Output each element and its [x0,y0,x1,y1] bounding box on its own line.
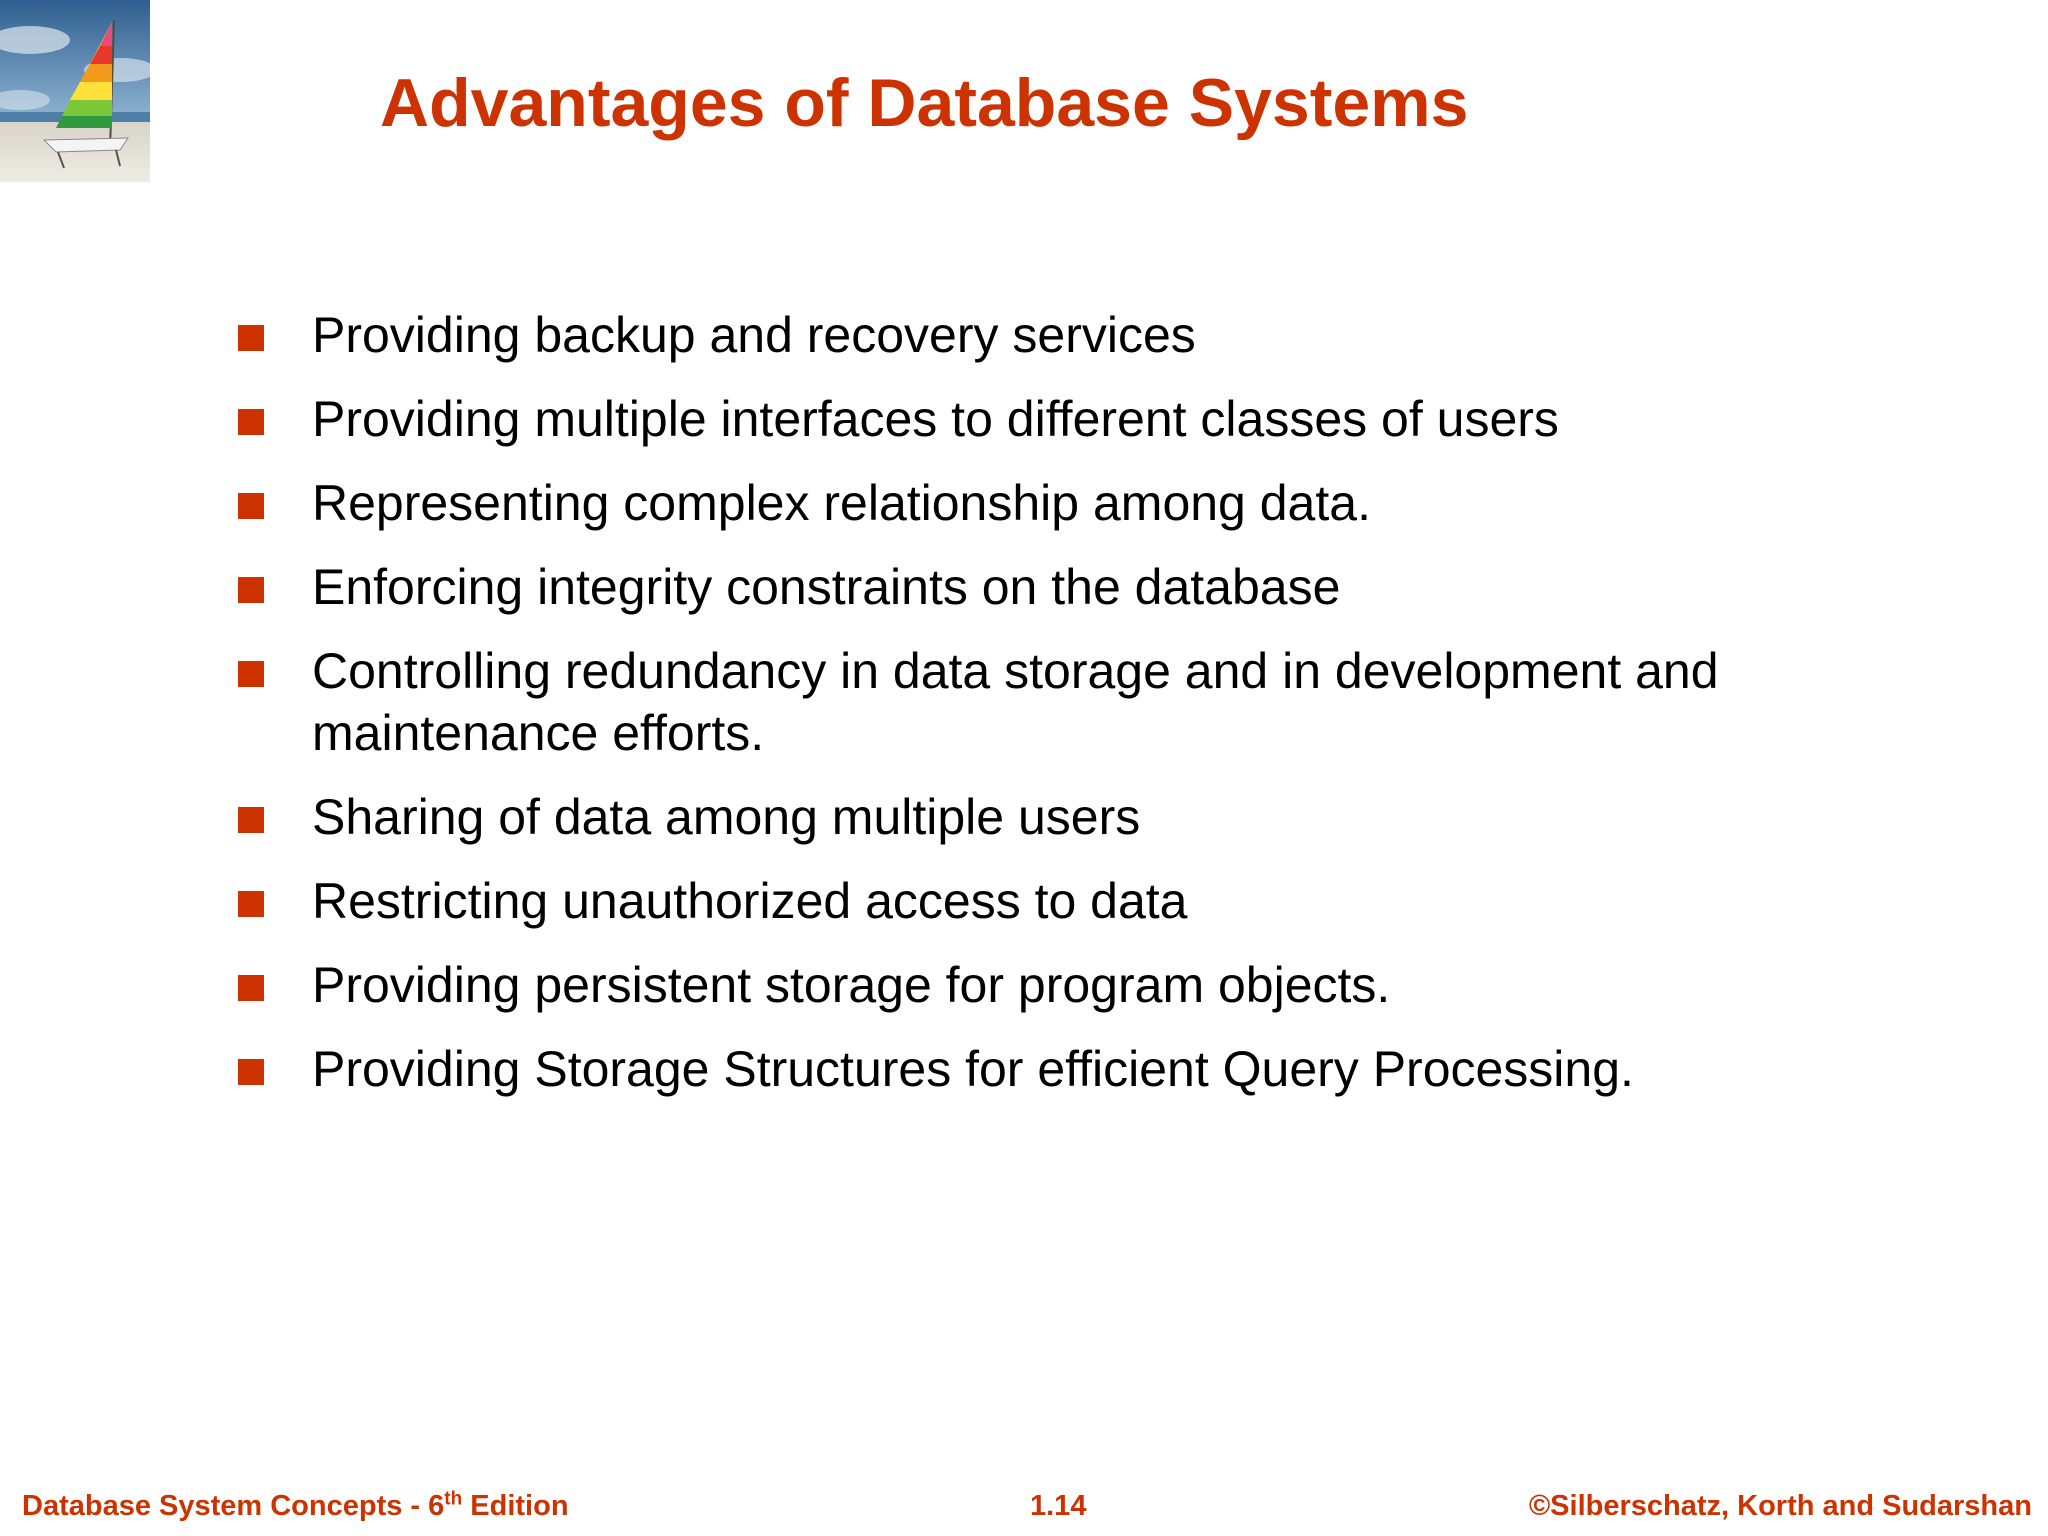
sailboat-logo-icon [0,0,150,182]
square-bullet-icon [238,1059,264,1085]
bullet-text: Sharing of data among multiple users [312,789,1141,845]
square-bullet-icon [238,661,264,687]
square-bullet-icon [238,891,264,917]
bullet-text: Representing complex relationship among data. [312,475,1371,531]
bullet-text: Providing backup and recovery services [312,307,1196,363]
square-bullet-icon [238,807,264,833]
bullet-item [236,556,1836,618]
copyright: ©Silberschatz, Korth and Sudarshan [1528,1490,2032,1522]
bullet-item [236,388,1836,450]
page-number: 1.14 [1030,1490,1087,1522]
square-bullet-icon [238,577,264,603]
bullet-text: Providing persistent storage for program objects. [312,957,1391,1013]
footer-book-title [22,1476,569,1536]
bullet-text: Enforcing integrity constraints on the database [312,559,1341,615]
bullet-list [236,304,1836,1122]
bullet-item [236,640,1836,764]
square-bullet-icon [238,325,264,351]
bullet-item [236,1038,1836,1100]
bullet-text: Controlling redundancy in data storage and in development and maintenance efforts. [312,643,1719,761]
bullet-item [236,786,1836,848]
square-bullet-icon [238,409,264,435]
square-bullet-icon [238,975,264,1001]
bullet-text: Restricting unauthorized access to data [312,873,1188,929]
bullet-item [236,304,1836,366]
bullet-text: Providing multiple interfaces to different classes of users [312,391,1559,447]
footer-title-suffix: Edition [462,1490,569,1522]
bullet-item [236,472,1836,534]
slide-footer [0,1476,2048,1536]
slide-title: Advantages of Database Systems [380,65,1469,141]
bullet-item [236,870,1836,932]
bullet-item [236,954,1836,1016]
square-bullet-icon [238,493,264,519]
bullet-text: Providing Storage Structures for efficient Query Processing. [312,1041,1634,1097]
footer-title-superscript: th [444,1488,463,1510]
footer-title-prefix: Database System Concepts - 6 [22,1490,445,1522]
